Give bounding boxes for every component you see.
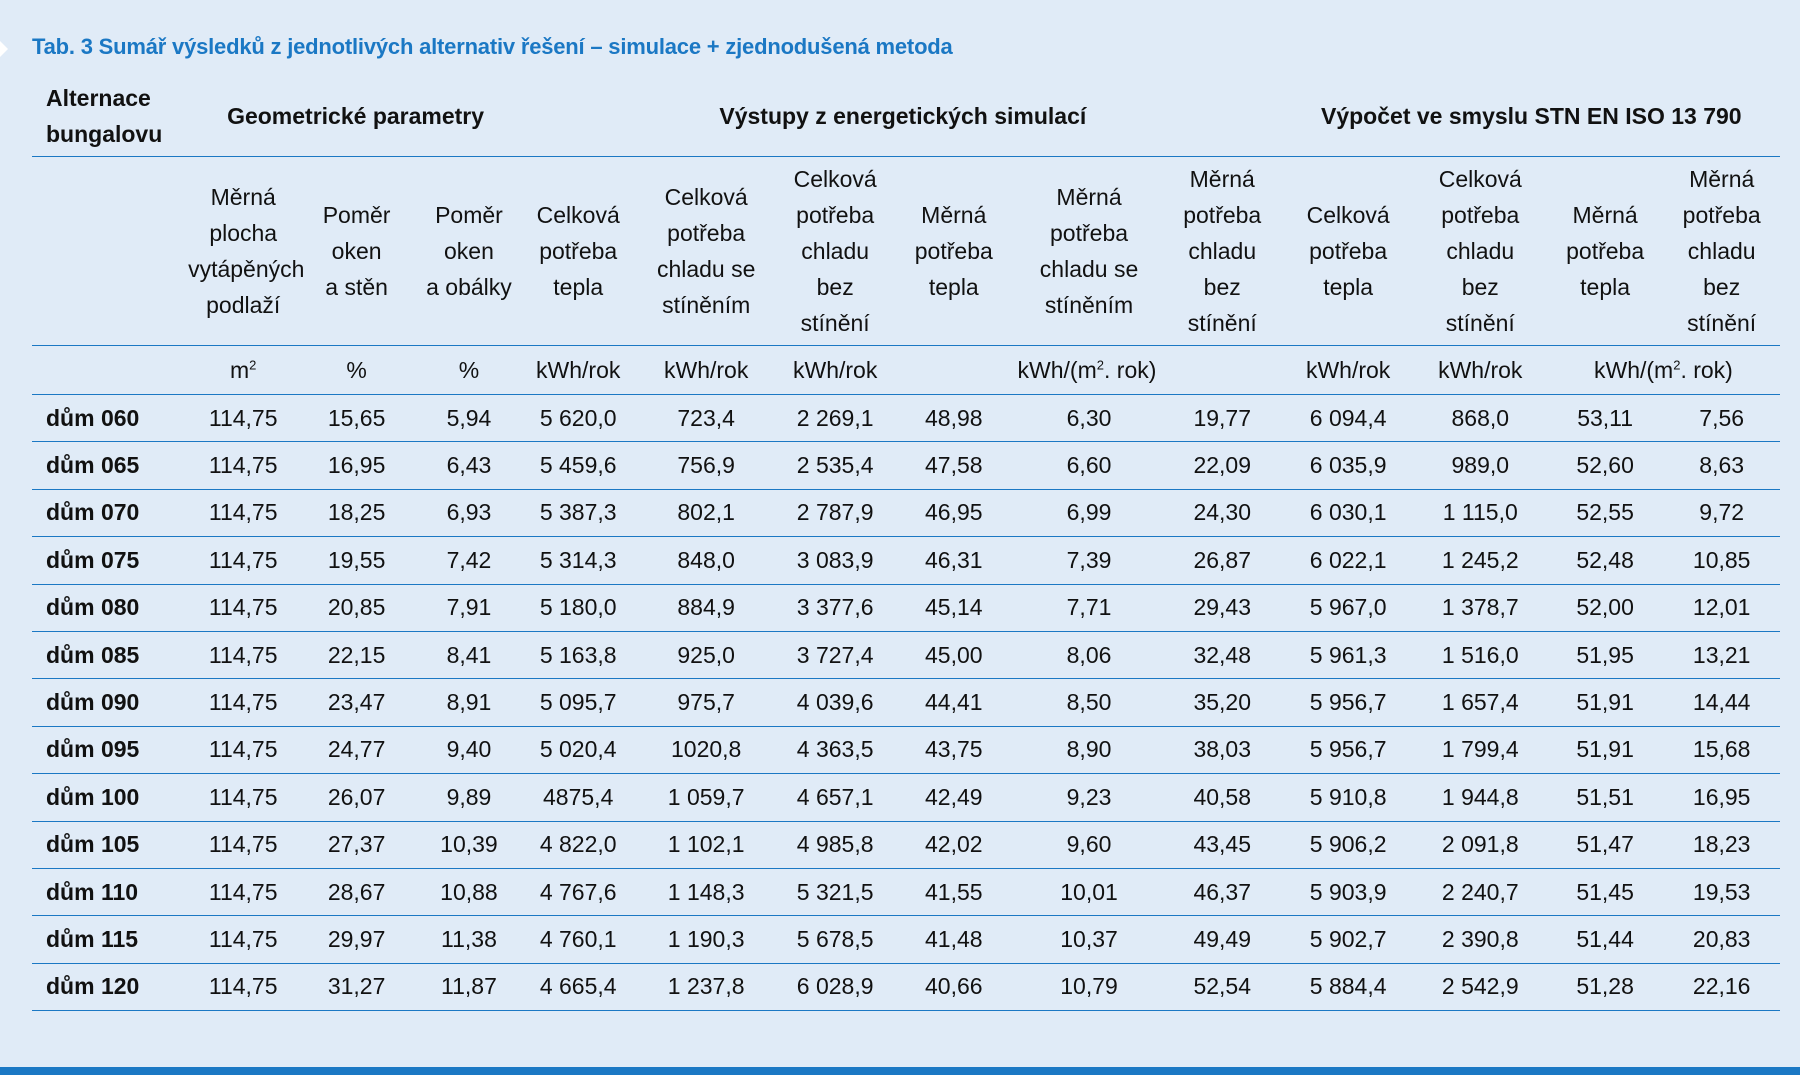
table-cell: 723,4 <box>633 395 779 442</box>
table-cell: 4 657,1 <box>779 774 891 821</box>
table-cell: 40,66 <box>891 963 1016 1010</box>
table-cell: 23,47 <box>298 679 415 726</box>
table-cell: 9,40 <box>415 726 523 773</box>
table-cell: 4 822,0 <box>523 821 633 868</box>
table-cell: 7,71 <box>1016 584 1162 631</box>
subheader-empty <box>32 157 188 346</box>
column-header-line: stínění <box>1187 310 1257 336</box>
table-cell: 1 102,1 <box>633 821 779 868</box>
column-header-line: podlaží <box>206 292 281 318</box>
table-cell: 848,0 <box>633 537 779 584</box>
table-cell: 2 269,1 <box>779 395 891 442</box>
column-header <box>523 157 633 346</box>
column-header-line: potřeba <box>796 202 875 228</box>
table-cell: 31,27 <box>298 963 415 1010</box>
table-cell: 42,02 <box>891 821 1016 868</box>
table-cell: 26,07 <box>298 774 415 821</box>
unit-specific-sim: kWh/($m^2$. rok) <box>891 346 1282 395</box>
row-label: dům 080 <box>32 584 188 631</box>
table-cell: 5 020,4 <box>523 726 633 773</box>
row-label: dům 090 <box>32 679 188 726</box>
unit-pct-envelope: % <box>415 346 523 395</box>
table-cell: 1 245,2 <box>1414 537 1547 584</box>
table-cell: 114,75 <box>188 631 298 678</box>
column-header-line: a obálky <box>426 274 512 300</box>
table-cell: 7,39 <box>1016 537 1162 584</box>
table-cell: 18,23 <box>1663 821 1780 868</box>
column-header-line: Celková <box>793 166 877 192</box>
table-cell: 2 390,8 <box>1414 916 1547 963</box>
column-header-line: a stěn <box>325 274 388 300</box>
table-cell: 6,99 <box>1016 489 1162 536</box>
table-cell: 114,75 <box>188 395 298 442</box>
column-header-line: stínění <box>1687 310 1757 336</box>
table-cell: 2 535,4 <box>779 442 891 489</box>
table-cell: 5 884,4 <box>1283 963 1414 1010</box>
table-cell: 51,91 <box>1547 726 1664 773</box>
column-header <box>1283 157 1414 346</box>
table-cell: 5 387,3 <box>523 489 633 536</box>
table-cell: 45,14 <box>891 584 1016 631</box>
unit-specific-iso: kWh/($m^2$. rok) <box>1547 346 1780 395</box>
table-cell: 51,91 <box>1547 679 1664 726</box>
table-cell: 51,47 <box>1547 821 1664 868</box>
column-header-line: potřeba <box>1183 202 1262 228</box>
corner-header <box>32 76 188 157</box>
table-cell: 45,00 <box>891 631 1016 678</box>
table-cell: 5,94 <box>415 395 523 442</box>
table-cell: 6,93 <box>415 489 523 536</box>
table-cell: 4 760,1 <box>523 916 633 963</box>
table-cell: 756,9 <box>633 442 779 489</box>
table-row <box>32 395 1780 442</box>
table-cell: 52,48 <box>1547 537 1664 584</box>
row-label: dům 115 <box>32 916 188 963</box>
table-cell: 5 459,6 <box>523 442 633 489</box>
table-row <box>32 821 1780 868</box>
table-row <box>32 963 1780 1010</box>
table-cell: 16,95 <box>1663 774 1780 821</box>
table-cell: 24,77 <box>298 726 415 773</box>
table-cell: 3 727,4 <box>779 631 891 678</box>
table-cell: 16,95 <box>298 442 415 489</box>
table-cell: 5 906,2 <box>1283 821 1414 868</box>
column-header-line: oken <box>331 238 382 264</box>
table-cell: 28,67 <box>298 868 415 915</box>
column-header-line: potřeba <box>1050 220 1129 246</box>
table-cell: 114,75 <box>188 868 298 915</box>
table-row <box>32 631 1780 678</box>
table-cell: 7,91 <box>415 584 523 631</box>
table-cell: 7,56 <box>1663 395 1780 442</box>
table-cell: 5 910,8 <box>1283 774 1414 821</box>
column-header <box>891 157 1016 346</box>
corner-line-1: Alternace <box>46 85 151 111</box>
table-cell: 975,7 <box>633 679 779 726</box>
table-cell: 5 902,7 <box>1283 916 1414 963</box>
table-cell: 884,9 <box>633 584 779 631</box>
table-cell: 5 956,7 <box>1283 679 1414 726</box>
column-header <box>298 157 415 346</box>
table-cell: 49,49 <box>1162 916 1283 963</box>
table-row <box>32 726 1780 773</box>
table-cell: 26,87 <box>1162 537 1283 584</box>
row-label: dům 100 <box>32 774 188 821</box>
table-cell: 46,31 <box>891 537 1016 584</box>
table-cell: 6 035,9 <box>1283 442 1414 489</box>
table-cell: 9,60 <box>1016 821 1162 868</box>
table-cell: 19,53 <box>1663 868 1780 915</box>
table-cell: 2 787,9 <box>779 489 891 536</box>
table-cell: 4 363,5 <box>779 726 891 773</box>
column-header-line: potřeba <box>1682 202 1761 228</box>
column-header-line: bez <box>1703 274 1741 300</box>
column-header <box>415 157 523 346</box>
row-label: dům 095 <box>32 726 188 773</box>
table-cell: 4 039,6 <box>779 679 891 726</box>
table-row <box>32 868 1780 915</box>
column-header <box>1162 157 1283 346</box>
table-cell: 51,51 <box>1547 774 1664 821</box>
table-cell: 5 620,0 <box>523 395 633 442</box>
column-header-line: tepla <box>553 274 604 300</box>
table-row <box>32 916 1780 963</box>
table-cell: 42,49 <box>891 774 1016 821</box>
table-cell: 114,75 <box>188 916 298 963</box>
table-cell: 43,45 <box>1162 821 1283 868</box>
column-header-line: potřeba <box>914 238 993 264</box>
column-header-line: potřeba <box>1441 202 1520 228</box>
table-row <box>32 774 1780 821</box>
table-cell: 10,85 <box>1663 537 1780 584</box>
table-cell: 6,30 <box>1016 395 1162 442</box>
column-header <box>1016 157 1162 346</box>
table-row <box>32 489 1780 536</box>
table-cell: 6 030,1 <box>1283 489 1414 536</box>
table-cell: 5 956,7 <box>1283 726 1414 773</box>
table-cell: 41,55 <box>891 868 1016 915</box>
table-cell: 1 115,0 <box>1414 489 1547 536</box>
column-header-line: stíněním <box>662 292 751 318</box>
table-cell: 51,45 <box>1547 868 1664 915</box>
table-cell: 11,38 <box>415 916 523 963</box>
table-cell: 10,88 <box>415 868 523 915</box>
column-header <box>779 157 891 346</box>
unit-kwh-heat-sim: kWh/rok <box>523 346 633 395</box>
table-cell: 1 059,7 <box>633 774 779 821</box>
table-caption: Tab. 3 Sumář výsledků z jednotlivých alternativ řešení – simulace + zjednodušená metoda <box>32 34 953 59</box>
table-cell: 4875,4 <box>523 774 633 821</box>
table-cell: 114,75 <box>188 726 298 773</box>
table-cell: 15,68 <box>1663 726 1780 773</box>
table-cell: 5 095,7 <box>523 679 633 726</box>
corner-line-2: bungalovu <box>46 121 163 147</box>
table-cell: 19,55 <box>298 537 415 584</box>
column-header-line: Celková <box>1306 202 1390 228</box>
table-cell: 114,75 <box>188 679 298 726</box>
table-cell: 29,43 <box>1162 584 1283 631</box>
table-cell: 8,90 <box>1016 726 1162 773</box>
table-cell: 114,75 <box>188 442 298 489</box>
table-cell: 43,75 <box>891 726 1016 773</box>
column-header-line: Poměr <box>322 202 391 228</box>
table-cell: 15,65 <box>298 395 415 442</box>
table-cell: 35,20 <box>1162 679 1283 726</box>
table-row <box>32 584 1780 631</box>
column-header-line: Poměr <box>435 202 503 228</box>
table-cell: 1 944,8 <box>1414 774 1547 821</box>
table-cell: 20,83 <box>1663 916 1780 963</box>
table-cell: 5 163,8 <box>523 631 633 678</box>
column-header-line: oken <box>444 238 494 264</box>
column-header-line: vytápěných <box>188 256 305 282</box>
column-header <box>1663 157 1780 346</box>
group-simulation: Výstupy z energetických simulací <box>523 76 1283 157</box>
unit-area: $m^2$ <box>188 346 298 395</box>
table-cell: 8,63 <box>1663 442 1780 489</box>
table-cell: 46,37 <box>1162 868 1283 915</box>
column-header-line: chladu <box>1446 238 1515 264</box>
table-cell: 9,89 <box>415 774 523 821</box>
unit-kwh-cool-iso: kWh/rok <box>1414 346 1547 395</box>
table-cell: 5 314,3 <box>523 537 633 584</box>
column-header-line: Měrná <box>1189 166 1255 192</box>
unit-kwh-cool-noshade-sim: kWh/rok <box>779 346 891 395</box>
table-cell: 27,37 <box>298 821 415 868</box>
table-cell: 19,77 <box>1162 395 1283 442</box>
table-cell: 52,55 <box>1547 489 1664 536</box>
column-header <box>1547 157 1664 346</box>
table-cell: 802,1 <box>633 489 779 536</box>
column-header-line: chladu se <box>1039 256 1139 282</box>
column-header-line: potřeba <box>1566 238 1645 264</box>
table-cell: 6,43 <box>415 442 523 489</box>
column-header-line: Celková <box>664 184 748 210</box>
table-cell: 22,16 <box>1663 963 1780 1010</box>
table-cell: 14,44 <box>1663 679 1780 726</box>
group-iso: Výpočet ve smyslu STN EN ISO 13 790 <box>1283 76 1780 157</box>
table-cell: 1 190,3 <box>633 916 779 963</box>
table-cell: 52,60 <box>1547 442 1664 489</box>
table-cell: 10,39 <box>415 821 523 868</box>
table-cell: 5 321,5 <box>779 868 891 915</box>
table-cell: 8,50 <box>1016 679 1162 726</box>
column-header-line: chladu <box>1188 238 1257 264</box>
bottom-accent-bar <box>0 1067 1800 1075</box>
table-cell: 6 022,1 <box>1283 537 1414 584</box>
table-cell: 1 657,4 <box>1414 679 1547 726</box>
column-header-line: tepla <box>928 274 979 300</box>
row-label: dům 060 <box>32 395 188 442</box>
table-cell: 868,0 <box>1414 395 1547 442</box>
table-cell: 114,75 <box>188 537 298 584</box>
table-cell: 10,37 <box>1016 916 1162 963</box>
unit-kwh-heat-iso: kWh/rok <box>1283 346 1414 395</box>
column-header-line: stínění <box>800 310 870 336</box>
row-label: dům 075 <box>32 537 188 584</box>
table-cell: 22,09 <box>1162 442 1283 489</box>
table-cell: 6 094,4 <box>1283 395 1414 442</box>
column-header-line: chladu <box>1687 238 1756 264</box>
table-cell: 10,79 <box>1016 963 1162 1010</box>
table-cell: 8,91 <box>415 679 523 726</box>
row-label: dům 065 <box>32 442 188 489</box>
column-header-line: bez <box>816 274 854 300</box>
column-header <box>188 157 305 346</box>
table-cell: 4 767,6 <box>523 868 633 915</box>
column-header-line: bez <box>1203 274 1241 300</box>
column-header-line: plocha <box>209 220 278 246</box>
table-cell: 48,98 <box>891 395 1016 442</box>
row-label: dům 110 <box>32 868 188 915</box>
row-label: dům 070 <box>32 489 188 536</box>
table-cell: 10,01 <box>1016 868 1162 915</box>
table-cell: 18,25 <box>298 489 415 536</box>
column-header-line: Měrná <box>1056 184 1122 210</box>
table-cell: 989,0 <box>1414 442 1547 489</box>
table-cell: 9,23 <box>1016 774 1162 821</box>
table-cell: 52,54 <box>1162 963 1283 1010</box>
table-cell: 4 665,4 <box>523 963 633 1010</box>
table-cell: 2 091,8 <box>1414 821 1547 868</box>
table-cell: 38,03 <box>1162 726 1283 773</box>
column-header-line: Měrná <box>921 202 987 228</box>
table-cell: 114,75 <box>188 963 298 1010</box>
column-header-line: stínění <box>1445 310 1515 336</box>
column-header <box>633 157 779 346</box>
table-cell: 4 985,8 <box>779 821 891 868</box>
table-row <box>32 679 1780 726</box>
table-cell: 114,75 <box>188 489 298 536</box>
table-cell: 114,75 <box>188 774 298 821</box>
table-cell: 47,58 <box>891 442 1016 489</box>
table-cell: 1020,8 <box>633 726 779 773</box>
table-cell: 53,11 <box>1547 395 1664 442</box>
table-cell: 1 799,4 <box>1414 726 1547 773</box>
table-cell: 51,95 <box>1547 631 1664 678</box>
column-header-line: potřeba <box>1309 238 1388 264</box>
table-cell: 7,42 <box>415 537 523 584</box>
column-header-line: Měrná <box>210 184 276 210</box>
table-cell: 2 240,7 <box>1414 868 1547 915</box>
group-geometric: Geometrické parametry <box>188 76 523 157</box>
unit-kwh-cool-shade-sim: kWh/rok <box>633 346 779 395</box>
column-header <box>1414 157 1547 346</box>
row-label: dům 085 <box>32 631 188 678</box>
table-cell: 51,28 <box>1547 963 1664 1010</box>
table-cell: 52,00 <box>1547 584 1664 631</box>
column-header-line: Celková <box>536 202 620 228</box>
table-cell: 24,30 <box>1162 489 1283 536</box>
table-cell: 1 516,0 <box>1414 631 1547 678</box>
table-cell: 29,97 <box>298 916 415 963</box>
unit-pct-walls: % <box>298 346 415 395</box>
table-cell: 6 028,9 <box>779 963 891 1010</box>
table-cell: 12,01 <box>1663 584 1780 631</box>
row-label: dům 120 <box>32 963 188 1010</box>
table-cell: 114,75 <box>188 584 298 631</box>
table-cell: 1 148,3 <box>633 868 779 915</box>
table-cell: 13,21 <box>1663 631 1780 678</box>
table-cell: 40,58 <box>1162 774 1283 821</box>
table-cell: 9,72 <box>1663 489 1780 536</box>
results-table <box>32 76 1780 1011</box>
table-cell: 5 967,0 <box>1283 584 1414 631</box>
table-cell: 2 542,9 <box>1414 963 1547 1010</box>
column-header-line: chladu <box>801 238 870 264</box>
table-cell: 114,75 <box>188 821 298 868</box>
column-header-line: tepla <box>1580 274 1631 300</box>
unit-empty <box>32 346 188 395</box>
table-cell: 22,15 <box>298 631 415 678</box>
table-cell: 5 903,9 <box>1283 868 1414 915</box>
table-cell: 41,48 <box>891 916 1016 963</box>
table-cell: 32,48 <box>1162 631 1283 678</box>
column-header-line: stíněním <box>1044 292 1134 318</box>
column-header-line: chladu se <box>656 256 756 282</box>
table-cell: 8,41 <box>415 631 523 678</box>
column-header-line: Měrná <box>1689 166 1755 192</box>
table-cell: 8,06 <box>1016 631 1162 678</box>
table-cell: 20,85 <box>298 584 415 631</box>
column-header-line: potřeba <box>667 220 746 246</box>
column-header-line: bez <box>1461 274 1499 300</box>
table-cell: 11,87 <box>415 963 523 1010</box>
table-cell: 6,60 <box>1016 442 1162 489</box>
table-row <box>32 537 1780 584</box>
caption-marker <box>0 41 8 57</box>
row-label: dům 105 <box>32 821 188 868</box>
column-header-line: potřeba <box>539 238 618 264</box>
table-cell: 5 961,3 <box>1283 631 1414 678</box>
table-row <box>32 442 1780 489</box>
table-cell: 44,41 <box>891 679 1016 726</box>
table-cell: 1 378,7 <box>1414 584 1547 631</box>
table-cell: 3 083,9 <box>779 537 891 584</box>
table-cell: 5 180,0 <box>523 584 633 631</box>
column-header-line: Celková <box>1438 166 1522 192</box>
table-cell: 51,44 <box>1547 916 1664 963</box>
table-cell: 5 678,5 <box>779 916 891 963</box>
table-cell: 46,95 <box>891 489 1016 536</box>
table-cell: 925,0 <box>633 631 779 678</box>
column-header-line: Měrná <box>1572 202 1638 228</box>
table-cell: 1 237,8 <box>633 963 779 1010</box>
column-header-line: tepla <box>1323 274 1374 300</box>
table-cell: 3 377,6 <box>779 584 891 631</box>
